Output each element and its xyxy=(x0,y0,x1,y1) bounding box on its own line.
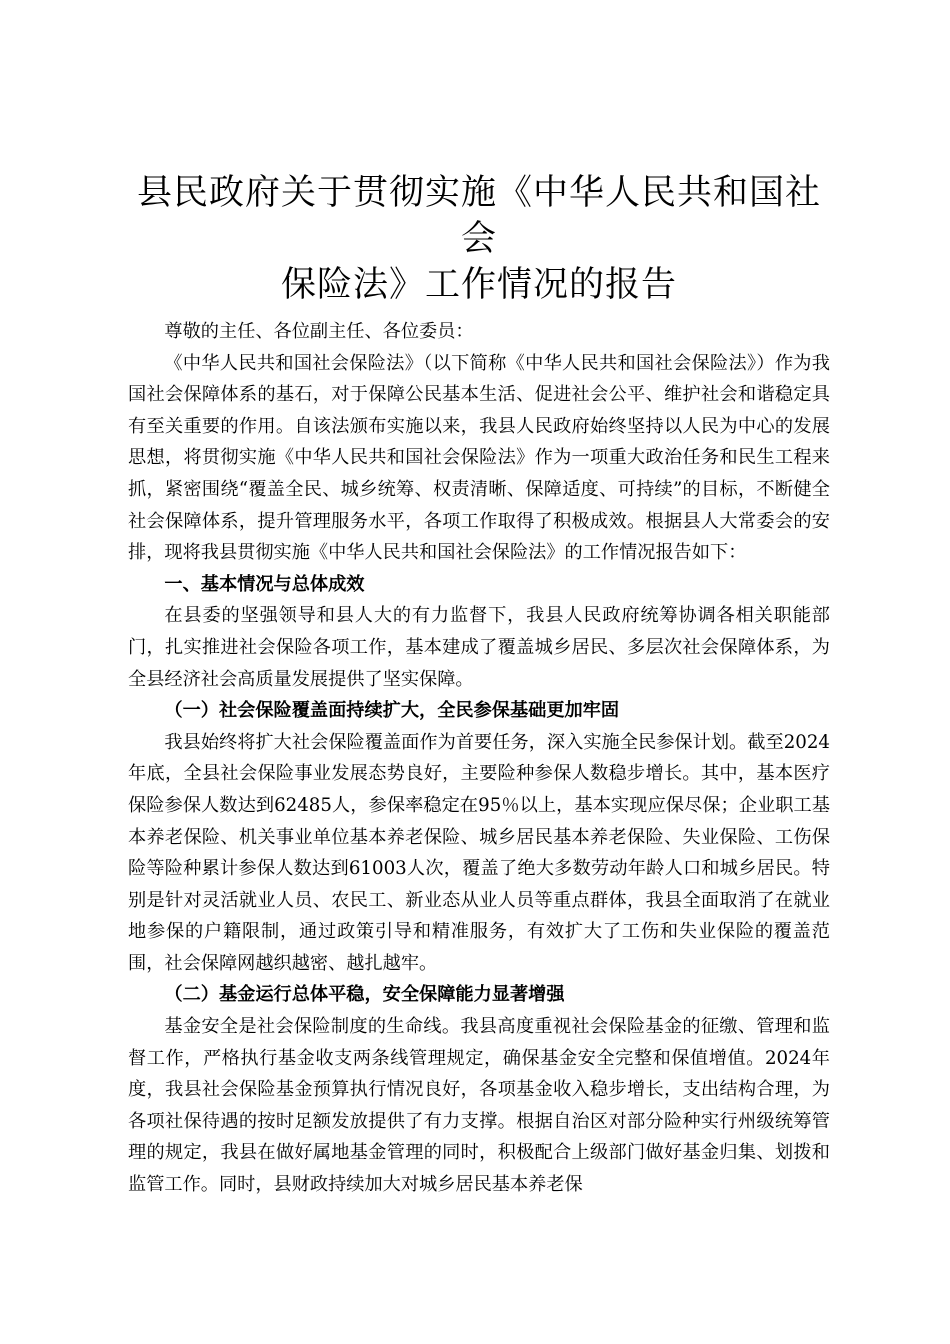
title-line-1: 县民政府关于贯彻实施《中华人民共和国社会 xyxy=(136,173,821,259)
subsection-heading-1: （一）社会保险覆盖面持续扩大，全民参保基础更加牢固 xyxy=(164,700,620,722)
subsection-heading-2: （二）基金运行总体平稳，安全保障能力显著增强 xyxy=(164,984,565,1006)
section-1-paragraph: 在县委的坚强领导和县人大的有力监督下，我县人民政府统筹协调各相关职能部门，扎实推进社会保险各项工作，基本建成了覆盖城乡居民、多层次社会保障体系，为全县经济社会高质量发展提供了坚实保障。 xyxy=(128,605,830,690)
section-heading-1: 一、基本情况与总体成效 xyxy=(164,573,365,595)
subsection-1-paragraph: 我县始终将扩大社会保险覆盖面作为首要任务，深入实施全民参保计划。截至2024年底，全县社会保险事业发展态势良好，主要险种参保人数稳步增长。其中，基本医疗保险参保人数达到62485人，参保率稳定在95％以上，基本实现应保尽保；企业职工基本养老保险、机关事业单位基本养老保险、城乡居民基本养老保险、失业保险、工伤保险等险种累计参保人数达到61003人次，覆盖了绝大多数劳动年龄人口和城乡居民。特别是针对灵活就业人员、农民工、新业态从业人员等重点群体，我县全面取消了在就业地参保的户籍限制，通过政策引导和精准服务，有效扩大了工伤和失业保险的覆盖范围，社会保障网越织越密、越扎越牢。 xyxy=(128,731,830,974)
document-title xyxy=(128,170,830,308)
intro-paragraph: 《中华人民共和国社会保险法》（以下简称《中华人民共和国社会保险法》）作为我国社会保障体系的基石，对于保障公民基本生活、促进社会公平、维护社会和谐稳定具有至关重要的作用。自该法颁布实施以来，我县人民政府始终坚持以人民为中心的发展思想，将贯彻实施《中华人民共和国社会保险法》作为一项重大政治任务和民生工程来抓，紧密围绕“覆盖全民、城乡统筹、权责清晰、保障适度、可持续”的目标，不断健全社会保障体系，提升管理服务水平，各项工作取得了积极成效。根据县人大常委会的安排，现将我县贯彻实施《中华人民共和国社会保险法》的工作情况报告如下： xyxy=(128,352,830,564)
subsection-2-paragraph: 基金安全是社会保险制度的生命线。我县高度重视社会保险基金的征缴、管理和监督工作，严格执行基金收支两条线管理规定，确保基金安全完整和保值增值。2024年度，我县社会保险基金预算执行情况良好，各项基金收入稳步增长，支出结构合理，为各项社保待遇的按时足额发放提供了有力支撑。根据自治区对部分险种实行州级统筹管理的规定，我县在做好属地基金管理的同时，积极配合上级部门做好基金归集、划拨和监管工作。同时，县财政持续加大对城乡居民基本养老保 xyxy=(128,1016,830,1196)
salutation: 尊敬的主任、各位副主任、各位委员： xyxy=(164,321,474,342)
title-line-2: 保险法》工作情况的报告 xyxy=(280,265,677,305)
